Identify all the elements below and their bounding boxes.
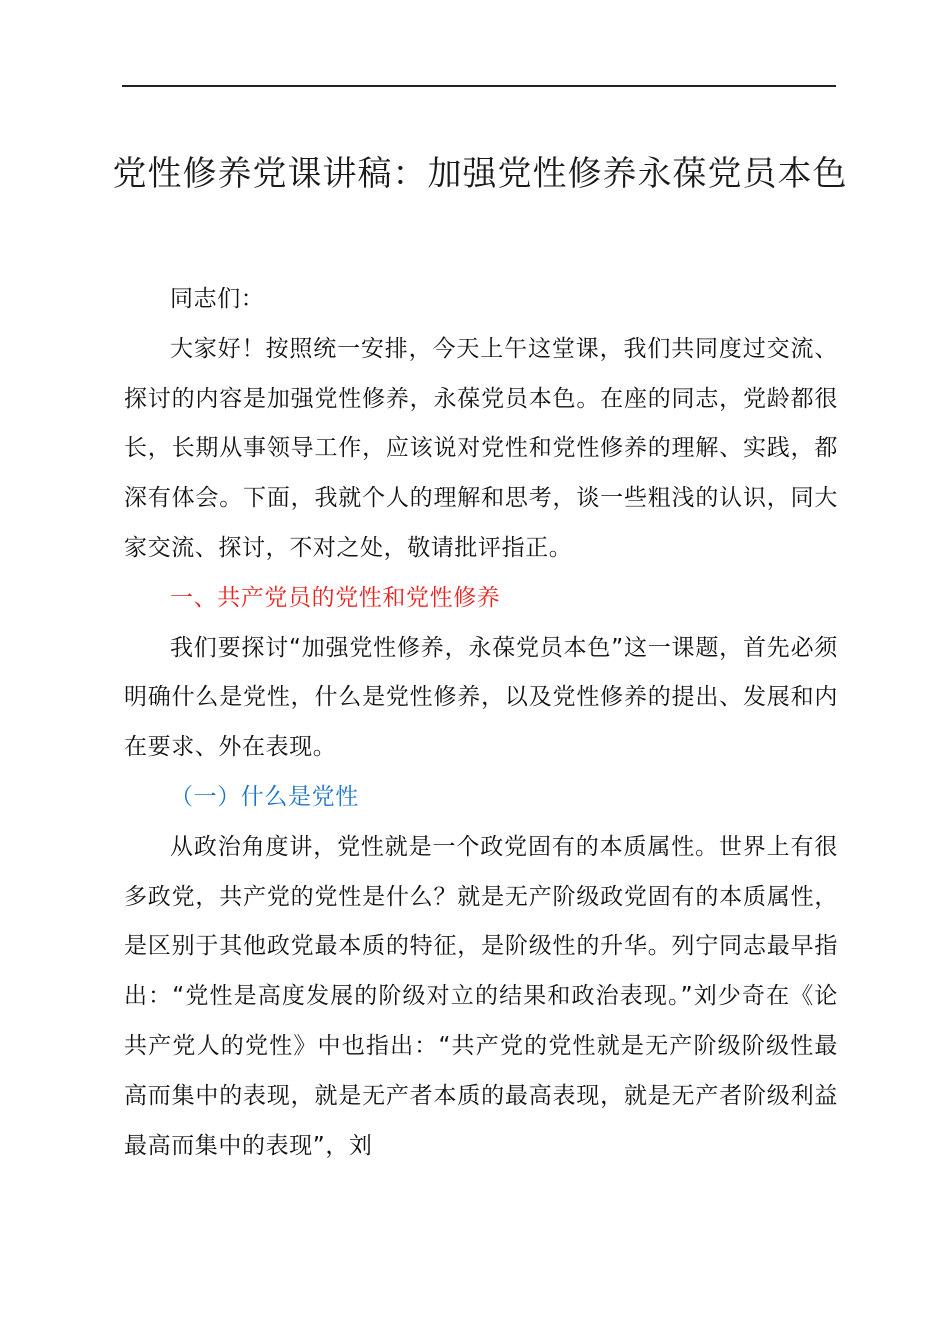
- subsection-paragraph: 从政治角度讲，党性就是一个政党固有的本质属性。世界上有很多政党，共产党的党性是什么？就是无产阶级政党固有的本质属性，是区别于其他政党最本质的特征，是阶级性的升华。列宁同志最早指出：“党性是高度发展的阶级对立的结果和政治表现。”刘少奇在《论共产党人的党性》中也指出：“共产党的党性就是无产阶级阶级性最高而集中的表现，就是无产者本质的最高表现，就是无产者阶级利益最高而集中的表现”，刘: [124, 833, 838, 1159]
- header-rule: [122, 85, 836, 87]
- document-body: [124, 275, 838, 1171]
- section-heading: 一、共产党员的党性和党性修养: [170, 584, 501, 611]
- intro-paragraph: 大家好！按照统一安排，今天上午这堂课，我们共同度过交流、探讨的内容是加强党性修养，永葆党员本色。在座的同志，党龄都很长，长期从事领导工作，应该说对党性和党性修养的理解、实践，都深有体会。下面，我就个人的理解和思考，谈一些粗浅的认识，同大家交流、探讨，不对之处，敬请批评指正。: [124, 335, 838, 561]
- salutation: 同志们：: [170, 286, 265, 312]
- subsection-heading: （一）什么是党性: [170, 783, 359, 810]
- section-paragraph: 我们要探讨“加强党性修养，永葆党员本色”这一课题，首先必须明确什么是党性，什么是党性修养，以及党性修养的提出、发展和内在要求、外在表现。: [124, 634, 838, 761]
- document-title: 党性修养党课讲稿：加强党性修养永葆党员本色: [112, 154, 848, 194]
